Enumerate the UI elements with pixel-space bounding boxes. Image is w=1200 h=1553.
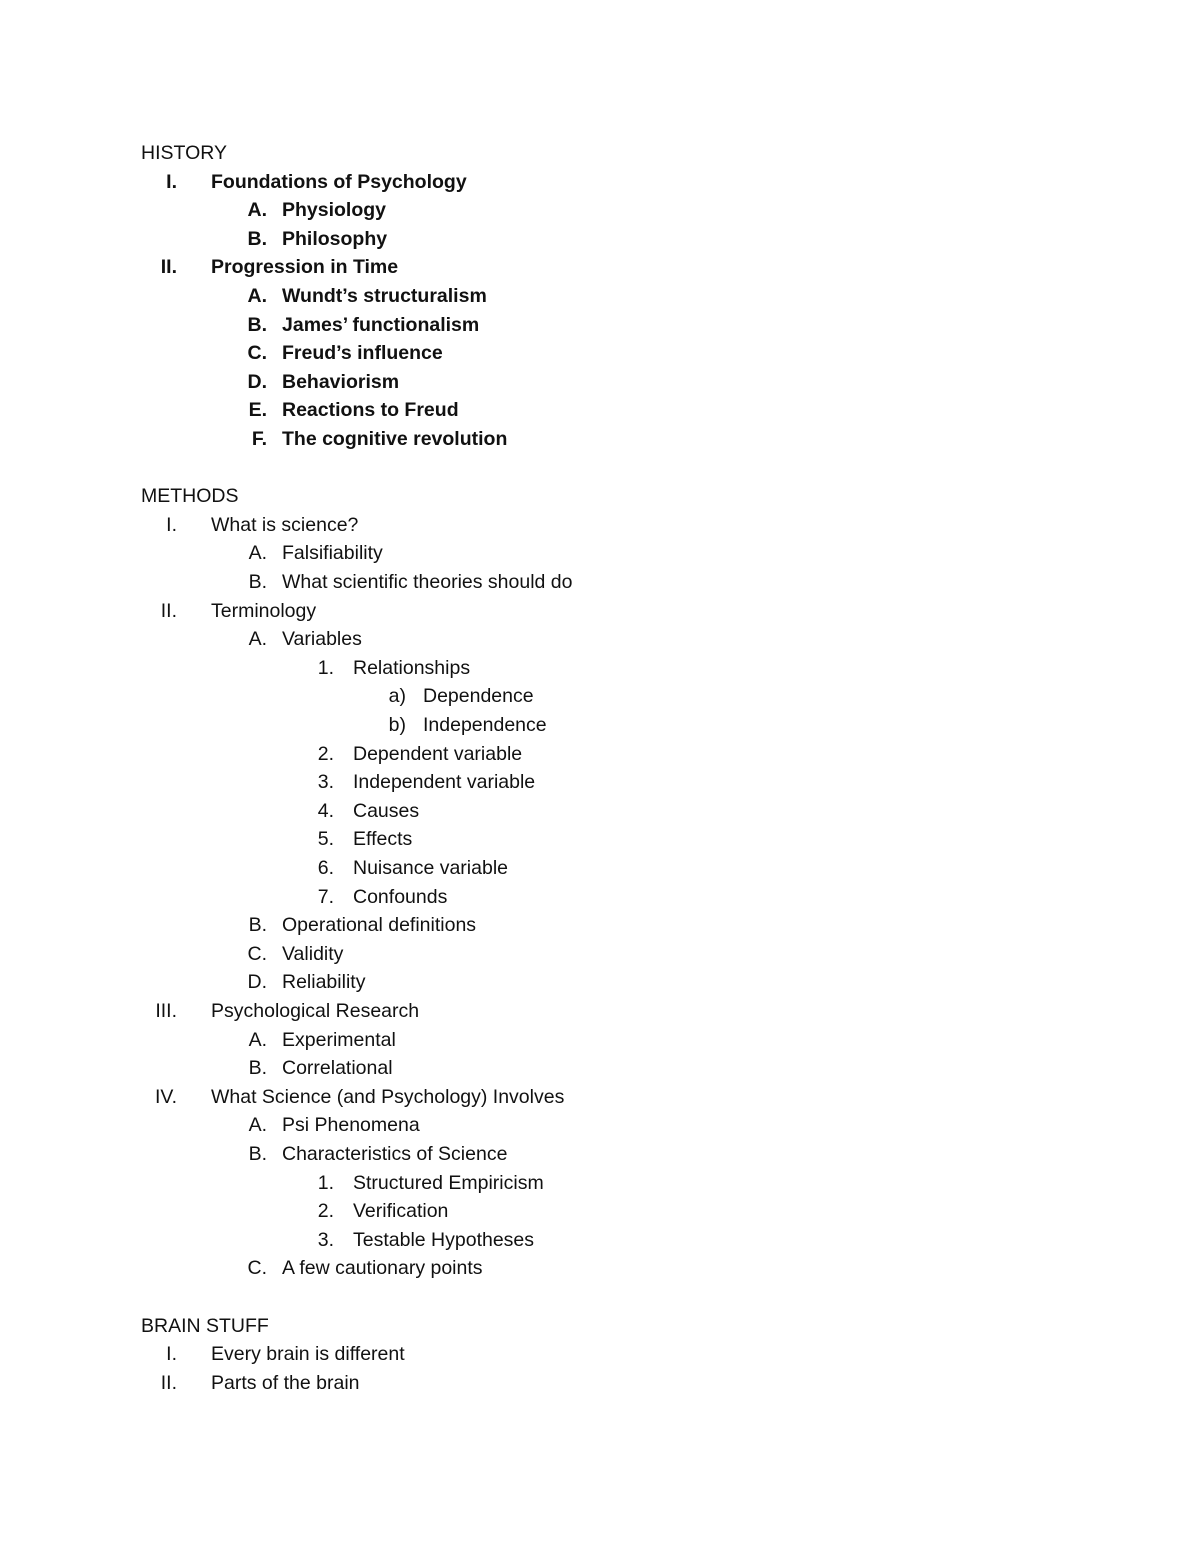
outline-marker: 1. bbox=[317, 656, 334, 679]
outline-text: Independence bbox=[423, 714, 547, 736]
outline-text: Psi Phenomena bbox=[282, 1114, 420, 1137]
outline-text: Freud’s influence bbox=[282, 342, 443, 365]
outline-text: Dependence bbox=[423, 685, 534, 708]
outline-marker: A. bbox=[248, 1114, 267, 1137]
outline-text: Psychological Research bbox=[211, 1000, 420, 1022]
outline-text: What is science? bbox=[211, 513, 359, 536]
outline-marker: b) bbox=[388, 714, 406, 736]
outline-marker: A. bbox=[248, 1028, 267, 1051]
outline-text: Validity bbox=[282, 942, 344, 965]
outline-text: Dependent variable bbox=[353, 742, 523, 765]
outline-text: Characteristics of Science bbox=[282, 1143, 508, 1165]
outline-text: Effects bbox=[353, 828, 413, 851]
outline-marker: B. bbox=[247, 313, 267, 336]
outline-marker: A. bbox=[247, 285, 267, 307]
outline-text: Verification bbox=[353, 1200, 449, 1223]
outline-marker: II. bbox=[160, 599, 177, 622]
outline-text: Relationships bbox=[353, 656, 471, 679]
outline-marker: D. bbox=[247, 370, 267, 393]
outline-text: James’ functionalism bbox=[282, 313, 480, 336]
outline-marker: 2. bbox=[317, 1200, 334, 1223]
outline-text: A few cautionary points bbox=[282, 1257, 483, 1280]
outline-marker: 7. bbox=[317, 885, 334, 908]
outline-marker: B. bbox=[247, 227, 267, 250]
outline-marker: I. bbox=[166, 1343, 177, 1366]
outline-marker: 1. bbox=[317, 1171, 334, 1194]
section-heading: HISTORY bbox=[141, 142, 227, 164]
outline-text: What scientific theories should do bbox=[282, 571, 573, 593]
outline-text: Reactions to Freud bbox=[282, 399, 459, 422]
section-heading: BRAIN STUFF bbox=[141, 1314, 269, 1337]
outline-marker: 6. bbox=[317, 857, 334, 879]
outline-marker: 3. bbox=[317, 771, 334, 794]
outline-marker: I. bbox=[166, 513, 177, 536]
outline-marker: A. bbox=[248, 628, 267, 651]
section-heading: METHODS bbox=[141, 485, 239, 508]
outline-marker: C. bbox=[247, 342, 267, 365]
outline-text: Structured Empiricism bbox=[353, 1171, 544, 1194]
outline-text: Variables bbox=[282, 628, 362, 651]
outline-marker: I. bbox=[166, 170, 177, 193]
outline-text: Parts of the brain bbox=[211, 1371, 360, 1394]
outline-marker: 4. bbox=[317, 799, 334, 822]
outline-text: Every brain is different bbox=[211, 1343, 405, 1366]
outline-text: Reliability bbox=[282, 971, 366, 994]
outline-text: Philosophy bbox=[282, 227, 388, 250]
outline-marker: A. bbox=[248, 542, 267, 565]
outline-text: Correlational bbox=[282, 1057, 393, 1080]
outline-marker: D. bbox=[247, 971, 267, 994]
outline-text: The cognitive revolution bbox=[282, 428, 508, 450]
outline-text: Foundations of Psychology bbox=[211, 170, 467, 193]
outline-text: Causes bbox=[353, 799, 420, 822]
outline-marker: IV. bbox=[154, 1085, 177, 1108]
outline-text: Nuisance variable bbox=[353, 857, 509, 879]
outline-marker: II. bbox=[160, 256, 177, 279]
outline-marker: F. bbox=[251, 428, 267, 450]
outline-text: Wundt’s structuralism bbox=[282, 285, 487, 307]
outline-text: Behaviorism bbox=[282, 370, 400, 393]
outline-marker: C. bbox=[247, 1257, 267, 1280]
outline-text: Physiology bbox=[282, 199, 387, 222]
outline-text: Confounds bbox=[353, 885, 448, 908]
outline-text: Terminology bbox=[211, 599, 317, 622]
outline-marker: E. bbox=[248, 399, 267, 422]
outline-marker: C. bbox=[247, 942, 267, 965]
outline-marker: B. bbox=[248, 1143, 267, 1165]
outline-text: What Science (and Psychology) Involves bbox=[211, 1085, 565, 1108]
outline-marker: 5. bbox=[317, 828, 334, 851]
outline-text: Falsifiability bbox=[282, 542, 383, 565]
outline-marker: 3. bbox=[317, 1228, 334, 1251]
outline-marker: B. bbox=[248, 571, 267, 593]
outline-marker: B. bbox=[248, 914, 267, 937]
outline-marker: II. bbox=[160, 1371, 177, 1394]
outline-marker: III. bbox=[155, 1000, 177, 1022]
outline-marker: 2. bbox=[317, 742, 334, 765]
outline-marker: a) bbox=[388, 685, 406, 708]
outline-marker: A. bbox=[247, 199, 267, 222]
outline-text: Progression in Time bbox=[211, 256, 399, 279]
outline-text: Independent variable bbox=[353, 771, 536, 794]
outline-text: Operational definitions bbox=[282, 914, 477, 937]
outline-text: Experimental bbox=[282, 1028, 396, 1051]
outline-marker: B. bbox=[248, 1057, 267, 1080]
outline-text: Testable Hypotheses bbox=[353, 1228, 535, 1251]
